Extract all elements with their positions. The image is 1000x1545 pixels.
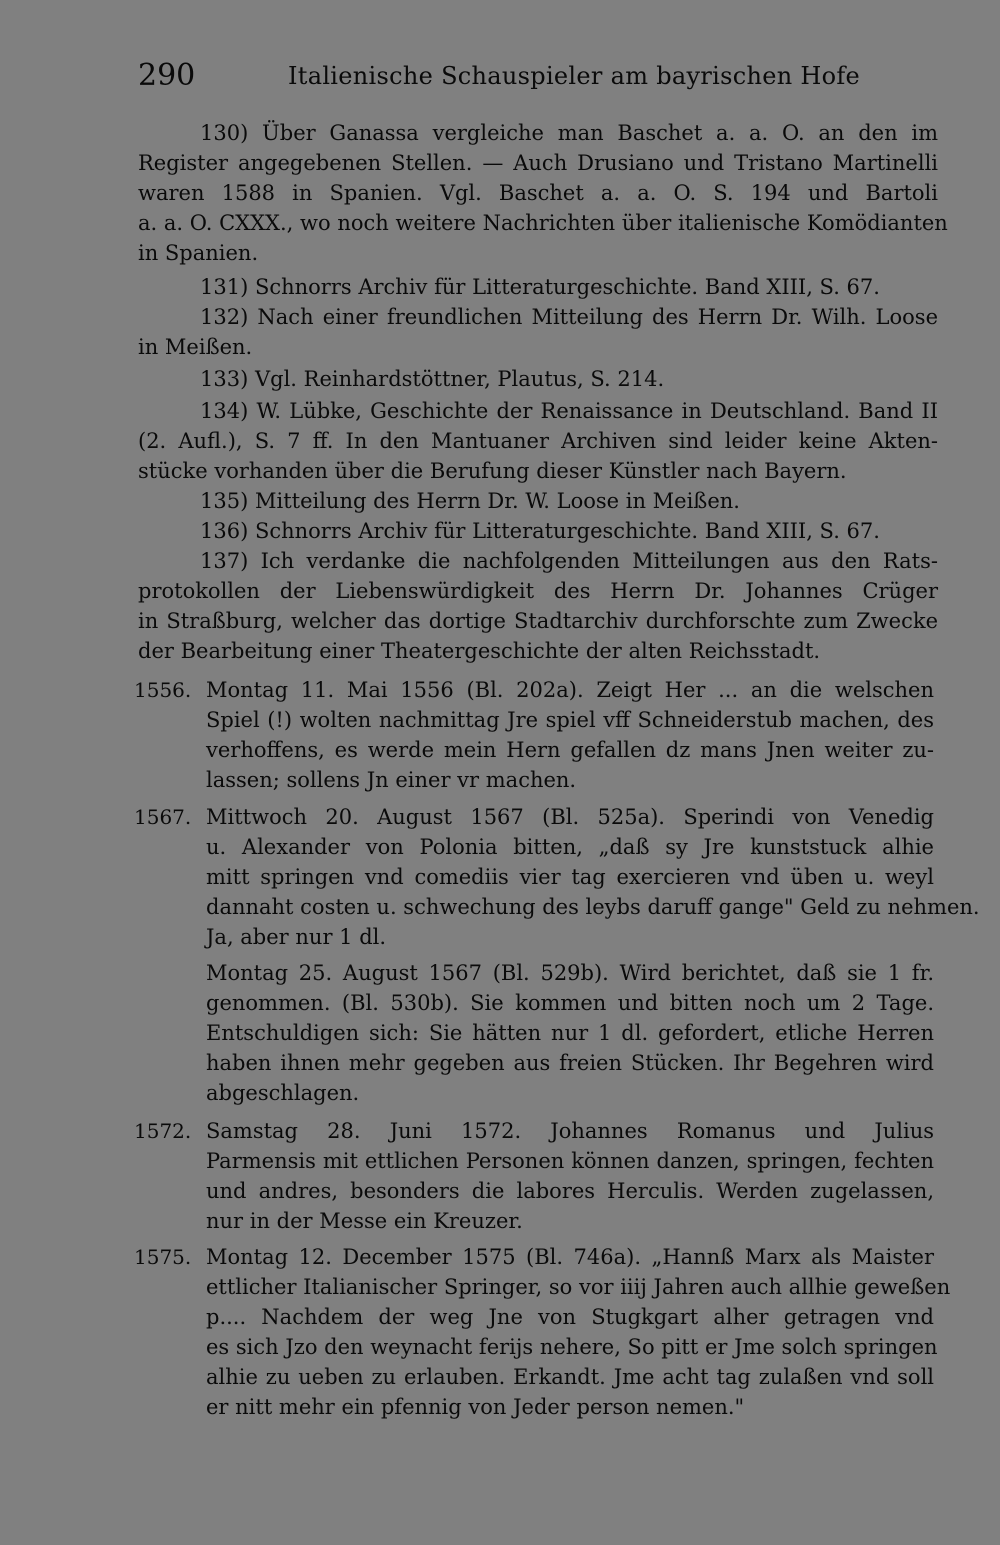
running-title: Italienische Schauspieler am bayrischen Hofe — [288, 62, 861, 90]
entry-line: Montag 12. December 1575 (Bl. 746a). „Hannß Marx als Maister — [206, 1245, 934, 1269]
footnote-line: Nach einer freundlichen Mitteilung des Herrn Dr. Wilh. Loose — [257, 305, 938, 329]
entry-line: lassen; sollens Jn einer vr machen. — [206, 768, 577, 792]
footnote-line: protokollen der Liebenswürdigkeit des Herrn Dr. Johannes Crüger — [138, 579, 938, 603]
entry-line: verhoffens, es werde mein Hern gefallen dz mans Jnen weiter zu- — [206, 738, 934, 762]
footnote-number: 130) — [200, 121, 249, 145]
footnote-136 — [138, 516, 938, 546]
footnote-line: stücke vorhanden über die Berufung dieser Künstler nach Bayern. — [138, 459, 847, 483]
entry-line: es sich Jzo den weynacht ferijs nehere, So pitt er Jme solch springen — [206, 1335, 938, 1359]
record-entry-1567-continuation — [206, 958, 934, 1108]
footnote-135 — [138, 486, 938, 516]
page-header — [138, 58, 938, 98]
footnote-131 — [138, 272, 938, 302]
footnote-130 — [138, 118, 948, 268]
footnote-line: W. Lübke, Geschichte der Renaissance in Deutschland. Band II — [256, 399, 938, 423]
footnote-number: 131) — [200, 275, 249, 299]
footnote-line: Register angegebenen Stellen. — Auch Drusiano und Tristano Martinelli — [138, 151, 938, 175]
entry-line: ettlicher Italianischer Springer, so vor iiij Jahren auch allhie geweßen — [206, 1275, 951, 1299]
entry-line: p.... Nachdem der weg Jne von Stugkgart alher getragen vnd — [206, 1305, 934, 1329]
entry-line: Spiel (!) wolten nachmittag Jre spiel vff Schneiderstub machen, des — [206, 708, 934, 732]
entry-line: Entschuldigen sich: Sie hätten nur 1 dl. gefordert, etliche Herren — [206, 1021, 934, 1045]
entry-line: Montag 11. Mai 1556 (Bl. 202a). Zeigt Her ... an die welschen — [206, 678, 934, 702]
footnote-line: Schnorrs Archiv für Litteraturgeschichte. Band XIII, S. 67. — [254, 275, 880, 299]
footnote-line: a. a. O. CXXX., wo noch weitere Nachrichten über italienische Komödianten — [138, 211, 948, 235]
entry-line: und andres, besonders die labores Herculis. Werden zugelassen, — [206, 1179, 934, 1203]
footnote-133 — [138, 364, 938, 394]
entry-line: er nitt mehr ein pfennig von Jeder person nemen." — [206, 1395, 745, 1419]
footnote-line: Über Ganassa vergleiche man Baschet a. a. O. an den im — [262, 121, 938, 145]
entry-line: alhie zu ueben zu erlauben. Erkandt. Jme acht tag zulaßen vnd soll — [206, 1365, 934, 1389]
entry-line: Parmensis mit ettlichen Personen können danzen, springen, fechten — [206, 1149, 934, 1173]
footnote-line: waren 1588 in Spanien. Vgl. Baschet a. a. O. S. 194 und Bartoli — [138, 181, 938, 205]
entry-line: Samstag 28. Juni 1572. Johannes Romanus und Julius — [206, 1119, 934, 1143]
entry-line: Ja, aber nur 1 dl. — [206, 925, 387, 949]
footnote-line: in Meißen. — [138, 335, 253, 359]
footnote-132 — [138, 302, 938, 362]
footnote-134 — [138, 396, 938, 486]
entry-line: u. Alexander von Polonia bitten, „daß sy Jre kunststuck alhie — [206, 835, 934, 859]
entry-line: Montag 25. August 1567 (Bl. 529b). Wird berichtet, daß sie 1 fr. — [206, 961, 934, 985]
footnote-number: 136) — [200, 519, 249, 543]
entry-line: genommen. (Bl. 530b). Sie kommen und bitten noch um 2 Tage. — [206, 991, 934, 1015]
footnote-line: der Bearbeitung einer Theatergeschichte der alten Reichsstadt. — [138, 639, 821, 663]
footnote-line: in Straßburg, welcher das dortige Stadtarchiv durchforschte zum Zwecke — [138, 609, 938, 633]
entry-line: Mittwoch 20. August 1567 (Bl. 525a). Sperindi von Venedig — [206, 805, 934, 829]
entry-year: 1575. — [134, 1245, 192, 1269]
footnote-number: 133) — [200, 367, 249, 391]
footnote-number: 135) — [200, 489, 249, 513]
record-entry-1575 — [134, 1242, 951, 1422]
page-number: 290 — [138, 58, 196, 93]
footnote-137 — [138, 546, 938, 666]
footnote-line: Vgl. Reinhardstöttner, Plautus, S. 214. — [254, 367, 665, 391]
entry-line: abgeschlagen. — [206, 1081, 360, 1105]
entry-year: 1567. — [134, 805, 192, 829]
record-entry-1572 — [134, 1116, 934, 1236]
footnote-line: in Spanien. — [138, 241, 259, 265]
entry-year: 1572. — [134, 1119, 192, 1143]
footnote-line: Schnorrs Archiv für Litteraturgeschichte. Band XIII, S. 67. — [254, 519, 880, 543]
footnote-number: 132) — [200, 305, 249, 329]
entry-line: mitt springen vnd comediis vier tag exercieren vnd üben u. weyl — [206, 865, 934, 889]
footnote-number: 137) — [200, 549, 249, 573]
record-entry-1567 — [134, 802, 980, 952]
footnote-line: (2. Aufl.), S. 7 ff. In den Mantuaner Archiven sind leider keine Akten- — [138, 429, 938, 453]
footnote-line: Mitteilung des Herrn Dr. W. Loose in Meißen. — [254, 489, 740, 513]
entry-year: 1556. — [134, 678, 192, 702]
entry-line: haben ihnen mehr gegeben aus freien Stücken. Ihr Begehren wird — [206, 1051, 934, 1075]
entry-line: dannaht costen u. schwechung des leybs daruff gange" Geld zu nehmen. — [206, 895, 980, 919]
footnote-number: 134) — [200, 399, 249, 423]
entry-line: nur in der Messe ein Kreuzer. — [206, 1209, 523, 1233]
record-entry-1556 — [134, 675, 934, 795]
footnote-line: Ich verdanke die nachfolgenden Mitteilungen aus den Rats- — [260, 549, 938, 573]
